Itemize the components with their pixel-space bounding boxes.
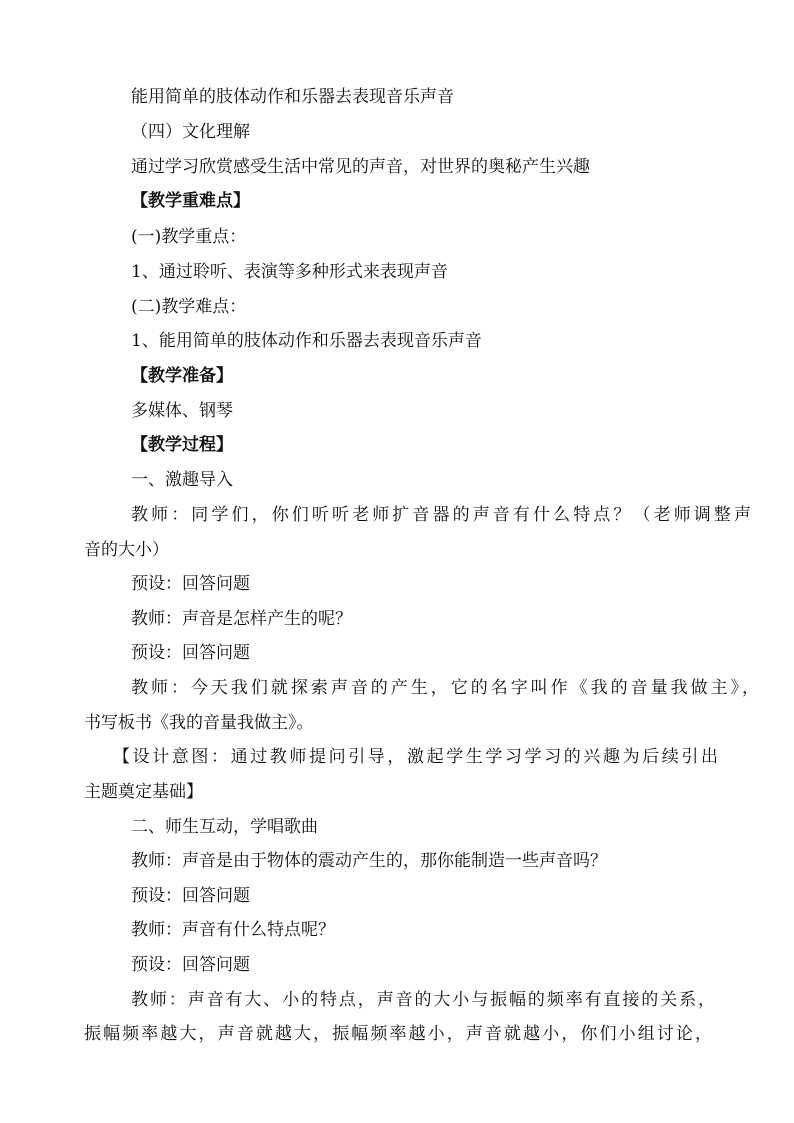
paragraph-line: 教师：声音有什么特点呢？ [131, 920, 335, 940]
list-item: 1、通过聆听、表演等多种形式来表现声音 [131, 262, 448, 282]
paragraph-line: 教师：同学们，你们听听老师扩音器的声音有什么特点？（老师调整声 [131, 505, 751, 525]
paragraph-line: 音的大小） [84, 540, 169, 560]
paragraph-line: 振幅频率越大，声音就越大，振幅频率越小，声音就越小，你们小组讨论， [84, 1024, 712, 1044]
design-intent-note: 【设计意图：通过教师提问引导，激起学生学习学习的兴趣为后续引出 [113, 747, 718, 767]
paragraph-line: 教师：声音是怎样产生的呢？ [131, 609, 352, 629]
paragraph-line: 多媒体、钢琴 [131, 401, 233, 421]
list-item: 1、能用简单的肢体动作和乐器去表现音乐声音 [131, 331, 482, 351]
section-subheading: 一、激趣导入 [131, 470, 233, 490]
section-heading: 【教学准备】 [131, 366, 233, 386]
paragraph-line: 教师：声音是由于物体的震动产生的，那你能制造一些声音吗？ [131, 851, 607, 871]
design-intent-note: 主题奠定基础】 [84, 782, 203, 802]
paragraph-line: 教师：声音有大、小的特点，声音的大小与振幅的频率有直接的关系， [131, 990, 715, 1010]
paragraph-line: 预设：回答问题 [131, 886, 250, 906]
section-subheading: (一)教学重点： [131, 227, 247, 247]
paragraph-line: 预设：回答问题 [131, 955, 250, 975]
section-subheading: (二)教学难点： [131, 297, 247, 317]
section-subheading: 二、师生互动，学唱歌曲 [131, 817, 318, 837]
section-heading: 【教学重难点】 [131, 191, 250, 211]
paragraph-line: 教师：今天我们就探索声音的产生，它的名字叫作《我的音量我做主》， [131, 678, 759, 698]
paragraph-line: 通过学习欣赏感受生活中常见的声音，对世界的奥秘产生兴趣 [131, 157, 590, 177]
paragraph-line: 预设：回答问题 [131, 574, 250, 594]
paragraph-line: 预设：回答问题 [131, 643, 250, 663]
section-subheading: （四）文化理解 [131, 122, 250, 142]
paragraph-line: 能用简单的肢体动作和乐器去表现音乐声音 [131, 87, 454, 107]
paragraph-line: 书写板书《我的音量我做主》。 [84, 713, 314, 733]
section-heading: 【教学过程】 [131, 435, 233, 455]
